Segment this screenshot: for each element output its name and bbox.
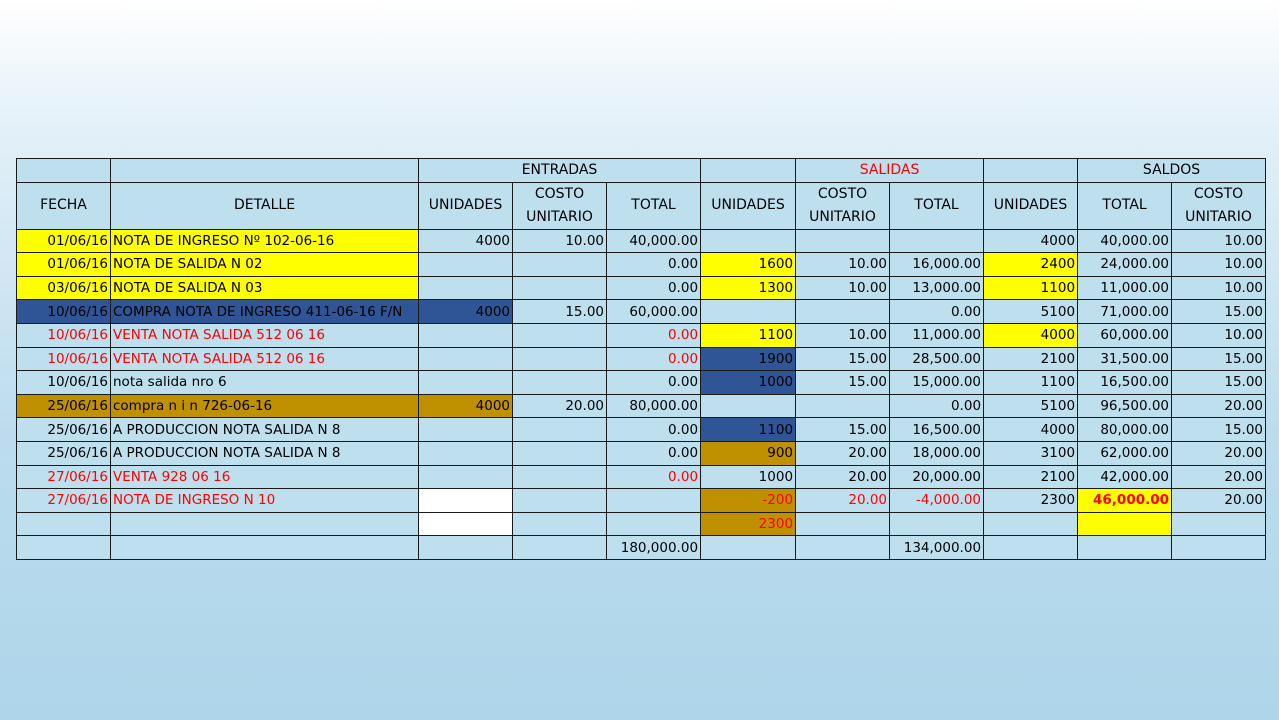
cell-entradas-total: 0.00 xyxy=(607,323,701,347)
table-row xyxy=(17,347,1266,371)
cell-fecha: 25/06/16 xyxy=(17,418,111,442)
table-row xyxy=(17,371,1266,395)
cell-saldos-costo: 20.00 xyxy=(1172,441,1266,465)
cell-fecha: 27/06/16 xyxy=(17,465,111,489)
cell-saldos-costo: 20.00 xyxy=(1172,489,1266,513)
unitario-line: UNITARIO xyxy=(1185,208,1252,225)
cell-salidas-unidades: 1300 xyxy=(701,276,796,300)
cell-detalle: NOTA DE INGRESO N 10 xyxy=(111,489,419,513)
cell-fecha: 10/06/16 xyxy=(17,371,111,395)
cell-salidas-unidades: 2300 xyxy=(701,512,796,536)
cell-salidas-total: 0.00 xyxy=(890,394,984,418)
kardex-table xyxy=(16,158,1266,560)
cell-fecha: 10/06/16 xyxy=(17,300,111,324)
cell-saldos-costo: 10.00 xyxy=(1172,253,1266,277)
totals-row xyxy=(17,536,1266,560)
unitario-line: UNITARIO xyxy=(526,208,593,225)
cell-saldos-unidades: 4000 xyxy=(984,323,1078,347)
cell-salidas-total: 13,000.00 xyxy=(890,276,984,300)
cell-saldos-costo: 20.00 xyxy=(1172,394,1266,418)
header-cell-empty xyxy=(984,159,1078,183)
cell-salidas-costo: 20.00 xyxy=(796,489,890,513)
cell-entradas-costo xyxy=(513,536,607,560)
col-header-saldos-total: TOTAL xyxy=(1078,182,1172,229)
cell-saldos-total xyxy=(1078,536,1172,560)
cell-entradas-costo xyxy=(513,323,607,347)
cell-entradas-costo: 10.00 xyxy=(513,229,607,253)
cell-fecha: 10/06/16 xyxy=(17,323,111,347)
cell-entradas-unidades xyxy=(419,276,513,300)
cell-saldos-total: 40,000.00 xyxy=(1078,229,1172,253)
cell-entradas-unidades xyxy=(419,489,513,513)
header-salidas: SALIDAS xyxy=(796,159,984,183)
cell-fecha: 25/06/16 xyxy=(17,394,111,418)
cell-entradas-total: 0.00 xyxy=(607,418,701,442)
cell-detalle: A PRODUCCION NOTA SALIDA N 8 xyxy=(111,418,419,442)
cell-salidas-total: 18,000.00 xyxy=(890,441,984,465)
cell-entradas-total: 0.00 xyxy=(607,371,701,395)
cell-entradas-total-sum: 180,000.00 xyxy=(607,536,701,560)
cell-salidas-unidades xyxy=(701,229,796,253)
cell-salidas-total: -4,000.00 xyxy=(890,489,984,513)
cell-entradas-costo xyxy=(513,371,607,395)
cell-detalle xyxy=(111,512,419,536)
cell-saldos-unidades: 2100 xyxy=(984,347,1078,371)
cell-salidas-costo: 10.00 xyxy=(796,323,890,347)
cell-salidas-costo xyxy=(796,300,890,324)
cell-entradas-costo: 15.00 xyxy=(513,300,607,324)
cell-salidas-unidades: 900 xyxy=(701,441,796,465)
cell-saldos-unidades: 2300 xyxy=(984,489,1078,513)
cell-salidas-unidades xyxy=(701,300,796,324)
cell-salidas-costo: 20.00 xyxy=(796,441,890,465)
cell-entradas-unidades xyxy=(419,323,513,347)
col-header-salidas-unidades: UNIDADES xyxy=(701,182,796,229)
cell-salidas-total: 16,500.00 xyxy=(890,418,984,442)
cell-salidas-costo: 15.00 xyxy=(796,418,890,442)
cell-detalle: VENTA NOTA SALIDA 512 06 16 xyxy=(111,347,419,371)
cell-saldos-costo: 10.00 xyxy=(1172,323,1266,347)
header-cell-empty xyxy=(701,159,796,183)
unitario-line: UNITARIO xyxy=(809,208,876,225)
costo-line: COSTO xyxy=(534,185,585,202)
table-row xyxy=(17,394,1266,418)
table-row xyxy=(17,276,1266,300)
cell-detalle: VENTA NOTA SALIDA 512 06 16 xyxy=(111,323,419,347)
cell-salidas-total-sum: 134,000.00 xyxy=(890,536,984,560)
cell-saldos-total: 24,000.00 xyxy=(1078,253,1172,277)
cell-saldos-total: 16,500.00 xyxy=(1078,371,1172,395)
cell-detalle: NOTA DE SALIDA N 02 xyxy=(111,253,419,277)
cell-saldos-total xyxy=(1078,512,1172,536)
header-cell-empty xyxy=(111,159,419,183)
cell-saldos-total: 96,500.00 xyxy=(1078,394,1172,418)
costo-line: COSTO xyxy=(817,185,868,202)
cell-saldos-total: 62,000.00 xyxy=(1078,441,1172,465)
cell-entradas-unidades xyxy=(419,536,513,560)
cell-saldos-unidades: 5100 xyxy=(984,300,1078,324)
cell-fecha: 03/06/16 xyxy=(17,276,111,300)
cell-salidas-unidades: 1100 xyxy=(701,418,796,442)
cell-entradas-costo: 20.00 xyxy=(513,394,607,418)
cell-fecha xyxy=(17,512,111,536)
cell-entradas-unidades xyxy=(419,347,513,371)
cell-entradas-unidades xyxy=(419,512,513,536)
table-row xyxy=(17,300,1266,324)
cell-salidas-total: 16,000.00 xyxy=(890,253,984,277)
column-header-row xyxy=(17,182,1266,229)
cell-detalle: compra n i n 726-06-16 xyxy=(111,394,419,418)
cell-saldos-total: 11,000.00 xyxy=(1078,276,1172,300)
cell-saldos-total: 42,000.00 xyxy=(1078,465,1172,489)
group-header-row xyxy=(17,159,1266,183)
cell-salidas-unidades xyxy=(701,536,796,560)
table-row xyxy=(17,253,1266,277)
cell-salidas-total: 0.00 xyxy=(890,300,984,324)
header-saldos: SALDOS xyxy=(1078,159,1266,183)
cell-entradas-unidades: 4000 xyxy=(419,300,513,324)
cell-saldos-total: 46,000.00 xyxy=(1078,489,1172,513)
cell-saldos-costo: 15.00 xyxy=(1172,347,1266,371)
cell-salidas-costo: 10.00 xyxy=(796,253,890,277)
cell-fecha: 01/06/16 xyxy=(17,229,111,253)
col-header-entradas-total: TOTAL xyxy=(607,182,701,229)
cell-entradas-costo xyxy=(513,465,607,489)
cell-entradas-unidades xyxy=(419,441,513,465)
cell-entradas-total: 80,000.00 xyxy=(607,394,701,418)
cell-salidas-costo xyxy=(796,394,890,418)
table-row xyxy=(17,465,1266,489)
cell-salidas-total: 20,000.00 xyxy=(890,465,984,489)
cell-detalle: NOTA DE INGRESO Nº 102-06-16 xyxy=(111,229,419,253)
cell-saldos-unidades: 2400 xyxy=(984,253,1078,277)
cell-detalle xyxy=(111,536,419,560)
cell-entradas-unidades: 4000 xyxy=(419,229,513,253)
cell-entradas-total xyxy=(607,512,701,536)
cell-saldos-costo xyxy=(1172,512,1266,536)
table-row xyxy=(17,418,1266,442)
cell-saldos-unidades: 1100 xyxy=(984,276,1078,300)
header-cell-empty xyxy=(17,159,111,183)
header-entradas: ENTRADAS xyxy=(419,159,701,183)
cell-entradas-costo xyxy=(513,512,607,536)
cell-salidas-unidades: 1100 xyxy=(701,323,796,347)
cell-saldos-total: 60,000.00 xyxy=(1078,323,1172,347)
col-header-salidas-total: TOTAL xyxy=(890,182,984,229)
cell-saldos-unidades: 5100 xyxy=(984,394,1078,418)
cell-saldos-costo xyxy=(1172,536,1266,560)
cell-entradas-unidades: 4000 xyxy=(419,394,513,418)
cell-saldos-total: 80,000.00 xyxy=(1078,418,1172,442)
cell-entradas-unidades xyxy=(419,371,513,395)
cell-entradas-total: 0.00 xyxy=(607,465,701,489)
costo-line: COSTO xyxy=(1193,185,1244,202)
cell-detalle: VENTA 928 06 16 xyxy=(111,465,419,489)
cell-salidas-costo xyxy=(796,536,890,560)
cell-salidas-unidades: 1600 xyxy=(701,253,796,277)
cell-salidas-unidades: 1900 xyxy=(701,347,796,371)
cell-entradas-total xyxy=(607,489,701,513)
cell-entradas-costo xyxy=(513,418,607,442)
cell-saldos-unidades xyxy=(984,512,1078,536)
col-header-saldos-unidades: UNIDADES xyxy=(984,182,1078,229)
table-row xyxy=(17,441,1266,465)
cell-entradas-total: 40,000.00 xyxy=(607,229,701,253)
cell-entradas-unidades xyxy=(419,418,513,442)
cell-saldos-total: 31,500.00 xyxy=(1078,347,1172,371)
cell-entradas-total: 0.00 xyxy=(607,253,701,277)
cell-detalle: NOTA DE SALIDA N 03 xyxy=(111,276,419,300)
cell-fecha: 01/06/16 xyxy=(17,253,111,277)
cell-entradas-costo xyxy=(513,489,607,513)
cell-saldos-costo: 20.00 xyxy=(1172,465,1266,489)
cell-saldos-unidades: 2100 xyxy=(984,465,1078,489)
cell-salidas-total xyxy=(890,229,984,253)
col-header-saldos-costo xyxy=(1172,182,1266,229)
col-header-entradas-unidades: UNIDADES xyxy=(419,182,513,229)
cell-entradas-unidades xyxy=(419,253,513,277)
cell-entradas-total: 0.00 xyxy=(607,276,701,300)
cell-saldos-unidades: 3100 xyxy=(984,441,1078,465)
cell-fecha: 25/06/16 xyxy=(17,441,111,465)
cell-entradas-costo xyxy=(513,441,607,465)
cell-entradas-total: 0.00 xyxy=(607,441,701,465)
cell-salidas-costo: 15.00 xyxy=(796,371,890,395)
cell-salidas-costo xyxy=(796,512,890,536)
cell-salidas-total xyxy=(890,512,984,536)
table-row xyxy=(17,229,1266,253)
cell-entradas-costo xyxy=(513,253,607,277)
table-row xyxy=(17,323,1266,347)
cell-fecha: 10/06/16 xyxy=(17,347,111,371)
cell-salidas-unidades: 1000 xyxy=(701,371,796,395)
cell-salidas-total: 11,000.00 xyxy=(890,323,984,347)
table-row xyxy=(17,512,1266,536)
cell-salidas-costo: 15.00 xyxy=(796,347,890,371)
col-header-detalle: DETALLE xyxy=(111,182,419,229)
cell-saldos-costo: 15.00 xyxy=(1172,300,1266,324)
cell-saldos-costo: 10.00 xyxy=(1172,276,1266,300)
cell-fecha xyxy=(17,536,111,560)
cell-saldos-costo: 10.00 xyxy=(1172,229,1266,253)
cell-saldos-unidades xyxy=(984,536,1078,560)
cell-detalle: COMPRA NOTA DE INGRESO 411-06-16 F/N xyxy=(111,300,419,324)
cell-salidas-costo: 10.00 xyxy=(796,276,890,300)
cell-entradas-costo xyxy=(513,276,607,300)
cell-salidas-total: 15,000.00 xyxy=(890,371,984,395)
cell-detalle: nota salida nro 6 xyxy=(111,371,419,395)
cell-detalle: A PRODUCCION NOTA SALIDA N 8 xyxy=(111,441,419,465)
cell-saldos-costo: 15.00 xyxy=(1172,418,1266,442)
cell-saldos-unidades: 4000 xyxy=(984,418,1078,442)
col-header-salidas-costo xyxy=(796,182,890,229)
cell-fecha: 27/06/16 xyxy=(17,489,111,513)
cell-salidas-unidades: 1000 xyxy=(701,465,796,489)
cell-salidas-total: 28,500.00 xyxy=(890,347,984,371)
cell-salidas-costo xyxy=(796,229,890,253)
cell-salidas-unidades: -200 xyxy=(701,489,796,513)
col-header-fecha: FECHA xyxy=(17,182,111,229)
cell-salidas-costo: 20.00 xyxy=(796,465,890,489)
cell-entradas-unidades xyxy=(419,465,513,489)
cell-entradas-total: 0.00 xyxy=(607,347,701,371)
table-row xyxy=(17,489,1266,513)
cell-saldos-unidades: 1100 xyxy=(984,371,1078,395)
cell-saldos-total: 71,000.00 xyxy=(1078,300,1172,324)
cell-salidas-unidades xyxy=(701,394,796,418)
cell-entradas-costo xyxy=(513,347,607,371)
cell-saldos-costo: 15.00 xyxy=(1172,371,1266,395)
cell-entradas-total: 60,000.00 xyxy=(607,300,701,324)
cell-saldos-unidades: 4000 xyxy=(984,229,1078,253)
col-header-entradas-costo xyxy=(513,182,607,229)
